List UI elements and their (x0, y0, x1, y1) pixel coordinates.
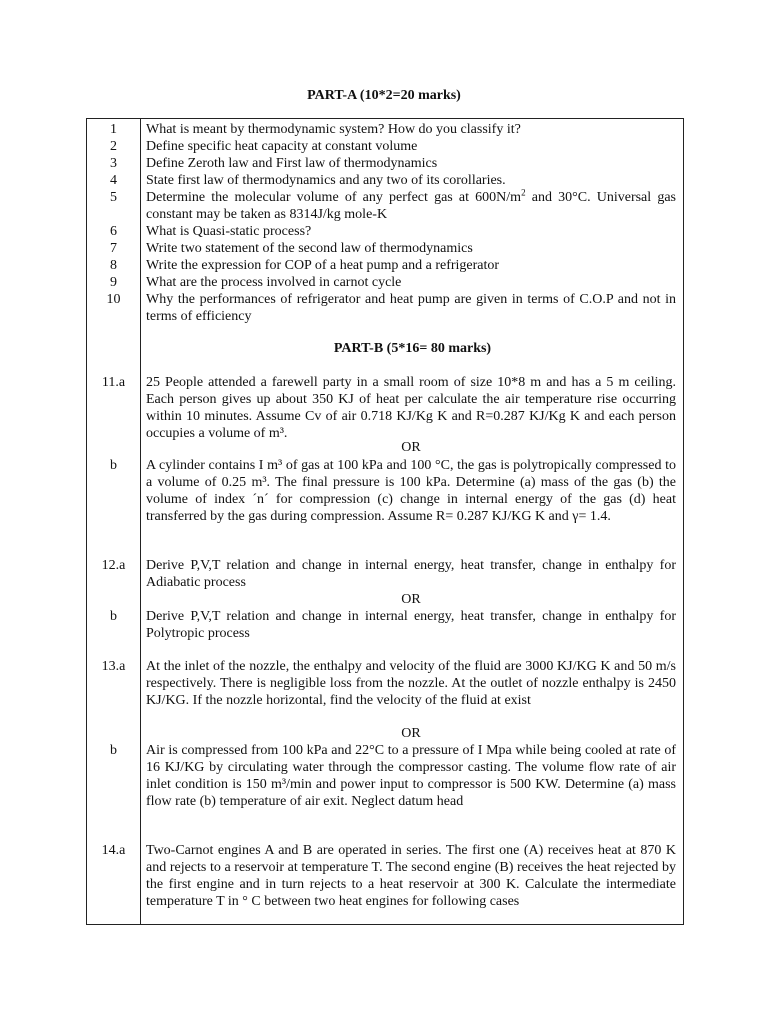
question-text: Write two statement of the second law of thermodynamics (146, 241, 473, 256)
question-text: What is Quasi-static process? (146, 224, 312, 239)
question-text: Define specific heat capacity at constant volume (146, 139, 418, 154)
question-text (146, 189, 676, 223)
question-number: 8 (110, 258, 117, 273)
question-number: 11.a (101, 375, 126, 390)
question-number: 4 (110, 173, 117, 188)
question-text: What are the process involved in carnot cycle (146, 275, 402, 290)
question-text-part: and 30°C. Universal gas constant may be taken as 8314J/kg mole-K (146, 190, 676, 222)
question-number: b (110, 609, 117, 624)
or-separator: OR (401, 592, 421, 607)
question-text: Derive P,V,T relation and change in internal energy, heat transfer, change in enthalpy for Adiabatic process (146, 558, 676, 590)
question-number: 7 (110, 241, 117, 256)
question-text: State first law of thermodynamics and any two of its corollaries. (146, 173, 506, 188)
question-number: 3 (110, 156, 117, 171)
question-number: b (110, 743, 117, 758)
question-text: Air is compressed from 100 kPa and 22°C to a pressure of I Mpa while being cooled at rate of 16 KJ/KG by circulating water through the compressor casting. The volume flow rate of air inlet condition is 150 m³/min and power input to compressor is 500 KW. Determine (a) mass flow rate (b) temperature of air exit. Neglect datum head (146, 743, 676, 809)
question-text: Two-Carnot engines A and B are operated in series. The first one (A) receives heat at 870 K and rejects to a reservoir at temperature T. The second engine (B) receives the heat rejected by the first engine and in turn rejects to a heat reservoir at 300 K. Calculate the intermediate temperature T in ° C between two heat engines for following cases (146, 843, 676, 909)
part-b-title: PART-B (5*16= 80 marks) (333, 341, 492, 356)
question-number: 10 (106, 292, 121, 307)
question-text: Define Zeroth law and First law of thermodynamics (146, 156, 438, 171)
or-separator: OR (401, 726, 421, 741)
question-text: What is meant by thermodynamic system? How do you classify it? (146, 122, 521, 137)
question-text-part: Determine the molecular volume of any perfect gas at 600N/m (146, 190, 522, 205)
question-number: 9 (110, 275, 117, 290)
question-number: 6 (110, 224, 117, 239)
column-divider (140, 119, 141, 924)
question-text: Write the expression for COP of a heat pump and a refrigerator (146, 258, 500, 273)
question-text: 25 People attended a farewell party in a small room of size 10*8 m and has a 5 m ceiling. Each person gives up about 350 KJ of heat per calculate the air temperature rise occurring within 10 minutes. Assume Cv of air 0.718 KJ/Kg K and R=0.287 KJ/Kg K and each person occupies a volume of m³. (146, 375, 676, 441)
question-text: Derive P,V,T relation and change in internal energy, heat transfer, change in enthalpy for Polytropic process (146, 609, 676, 641)
question-number: b (110, 458, 117, 473)
question-number: 14.a (101, 843, 126, 858)
question-table (86, 118, 684, 925)
question-number: 12.a (101, 558, 126, 573)
superscript: 2 (521, 187, 526, 198)
question-number: 13.a (101, 659, 126, 674)
question-number: 1 (110, 122, 117, 137)
question-number: 2 (110, 139, 117, 154)
part-a-title: PART-A (10*2=20 marks) (307, 88, 461, 103)
question-number: 5 (110, 190, 117, 205)
question-text: At the inlet of the nozzle, the enthalpy and velocity of the fluid are 3000 KJ/KG K and 50 m/s respectively. There is negligible loss from the nozzle. At the outlet of nozzle enthalpy is 2450 KJ/KG. If the nozzle horizontal, find the velocity of the fluid at exist (146, 659, 676, 708)
question-text: A cylinder contains I m³ of gas at 100 kPa and 100 °C, the gas is polytropically compressed to a volume of 0.25 m³. The final pressure is 100 kPa. Determine (a) mass of the gas (b) the volume of index ´n´ for compression (c) change in internal energy of the gas (d) heat transferred by the gas during compression. Assume R= 0.287 KJ/KG K and γ= 1.4. (146, 458, 676, 524)
or-separator: OR (401, 440, 421, 455)
question-text: Why the performances of refrigerator and heat pump are given in terms of C.O.P and not in terms of efficiency (146, 292, 676, 324)
